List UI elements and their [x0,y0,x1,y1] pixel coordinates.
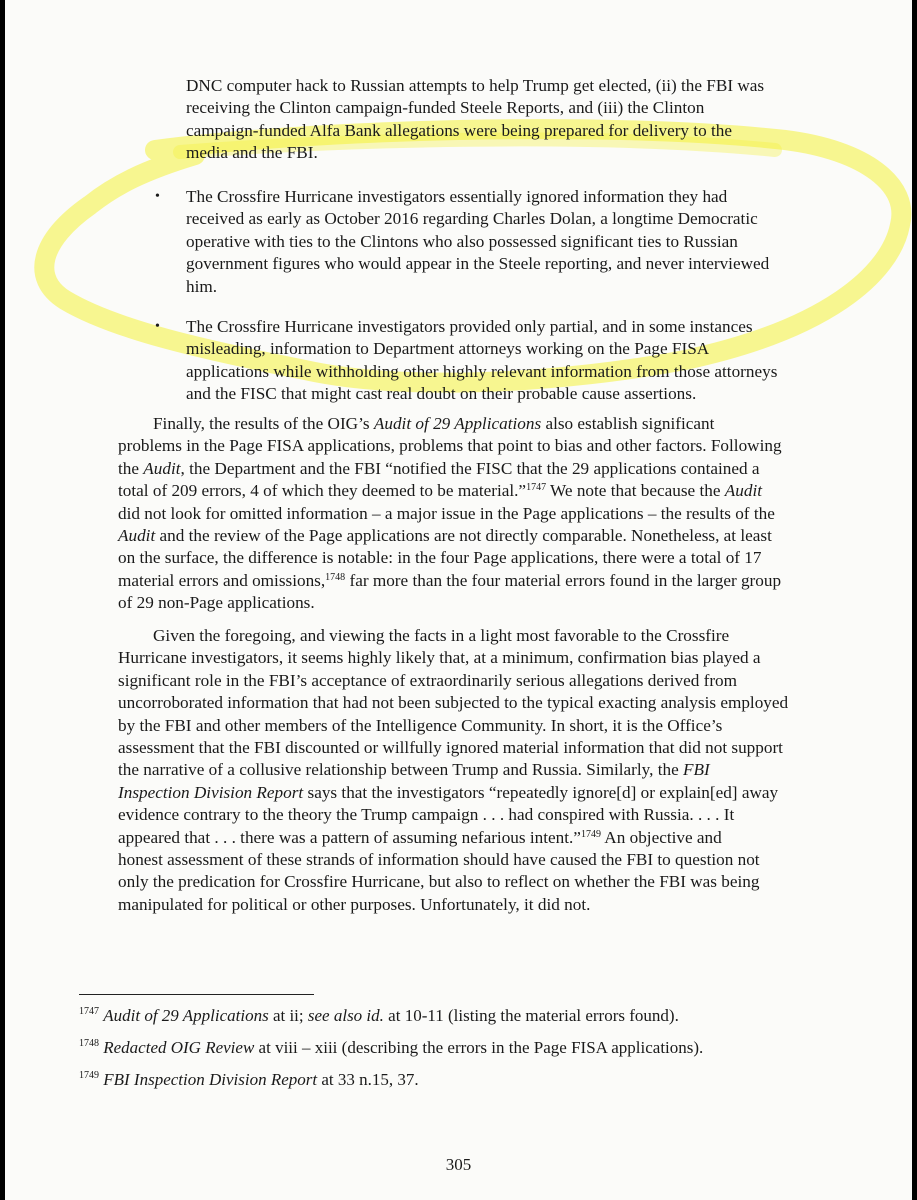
text-line: DNC computer hack to Russian attempts to help Trump get elected, (ii) the FBI was [186,76,765,95]
text-line: Given the foregoing, and viewing the facts in a light most favorable to the Crossfire [153,626,730,645]
text-line: evidence contrary to the theory the Trump campaign . . . had conspired with Russia. . . . It [118,805,735,825]
text-line: significant role in the FBI’s acceptance of extraordinarily serious allegations derived from [118,670,738,690]
footnote-1748: $^{1748}$ Redacted OIG Review at viii – xiii (describing the errors in the Page FISA applications). [79,1038,704,1057]
paragraph-audit [118,413,782,615]
page-number: 305 [445,1155,472,1174]
text-line: campaign-funded Alfa Bank allegations were being prepared for delivery to the [186,120,732,140]
text-line: of 29 non-Page applications. [118,593,315,613]
footnote-ref: 1748 [325,571,346,583]
text-line: Audit and the review of the Page applications are not directly comparable. Nonetheless, at least [118,526,772,546]
text-line: him. [186,276,218,296]
text-line: misleading, information to Department attorneys working on the Page FISA [186,339,710,359]
text-line: uncorroborated information that had not been subjected to the typical exacting analysis employed [118,693,789,713]
text-line: Inspection Division Report says that the investigators “repeatedly ignore[d] or explain[ed] away [118,782,779,802]
text-line: receiving the Clinton campaign-funded Steele Reports, and (iii) the Clinton [186,98,705,118]
footnote-1749: $^{1749}$ FBI Inspection Division Report at 33 n.15, 37. [79,1070,419,1089]
bullet-marker: • [155,319,160,334]
text-line: applications while withholding other highly relevant information from those attorneys [186,361,778,381]
text-line: and the FISC that might cast real doubt on their probable cause assertions. [186,384,697,404]
text-line: by the FBI and other members of the Intelligence Community. In short, it is the Office’s [118,715,723,735]
bullet-item-fisa [186,316,777,406]
bullet-item-dolan [186,186,769,298]
text-line: only the predication for Crossfire Hurricane, but also to reflect on whether the FBI was being [118,872,760,892]
text-line: the narrative of a collusive relationship between Trump and Russia. Similarly, the FBI [118,760,710,780]
text-line: Finally, the results of the OIG’s Audit of 29 Applications also establish significant [153,414,715,433]
document-page [5,0,912,1200]
text-line: appeared that . . . there was a pattern of assuming nefarious intent.”$^{1749}$ An objective and [118,827,722,847]
text-line: operative with ties to the Clintons who also possessed significant ties to Russian [186,231,738,251]
text-line: manipulated for political or other purposes. Unfortunately, it did not. [118,894,591,914]
text-line: on the surface, the difference is notable: in the four Page applications, there were a total of 17 [118,548,762,568]
footnote-ref: 1749 [580,828,601,840]
footnote-ref: 1747 [526,482,547,494]
text-line: assessment that the FBI discounted or willfully ignored material information that did not support [118,738,783,758]
text-line: problems in the Page FISA applications, problems that point to bias and other factors. Following [118,436,782,456]
text-line: The Crossfire Hurricane investigators provided only partial, and in some instances [186,317,753,336]
text-line: received as early as October 2016 regarding Charles Dolan, a longtime Democratic [186,209,758,229]
text-line: media and the FBI. [186,143,318,163]
text-line: Hurricane investigators, it seems highly likely that, at a minimum, confirmation bias played a [118,648,761,668]
text-line: The Crossfire Hurricane investigators essentially ignored information they had [186,187,728,206]
text-line: honest assessment of these strands of information should have caused the FBI to question not [118,850,760,870]
text-line: total of 209 errors, 4 of which they deemed to be material.”$^{1747}$ We note that because the Audit [118,481,763,501]
bullet-marker: • [155,189,160,204]
footnote-1747: $^{1747}$ Audit of 29 Applications at ii; see also id. at 10-11 (listing the material errors found). [79,1006,679,1025]
text-line: the Audit, the Department and the FBI “notified the FISC that the 29 applications contained a [118,458,760,478]
text-line: government figures who would appear in the Steele reporting, and never interviewed [186,254,770,274]
continuation-text [186,75,764,165]
paragraph-confirmation-bias [118,625,788,916]
text-line: did not look for omitted information – a major issue in the Page applications – the results of the [118,503,775,523]
footnote-divider [79,994,314,995]
text-line: material errors and omissions,$^{1748}$ far more than the four material errors found in the larger group [118,570,782,590]
